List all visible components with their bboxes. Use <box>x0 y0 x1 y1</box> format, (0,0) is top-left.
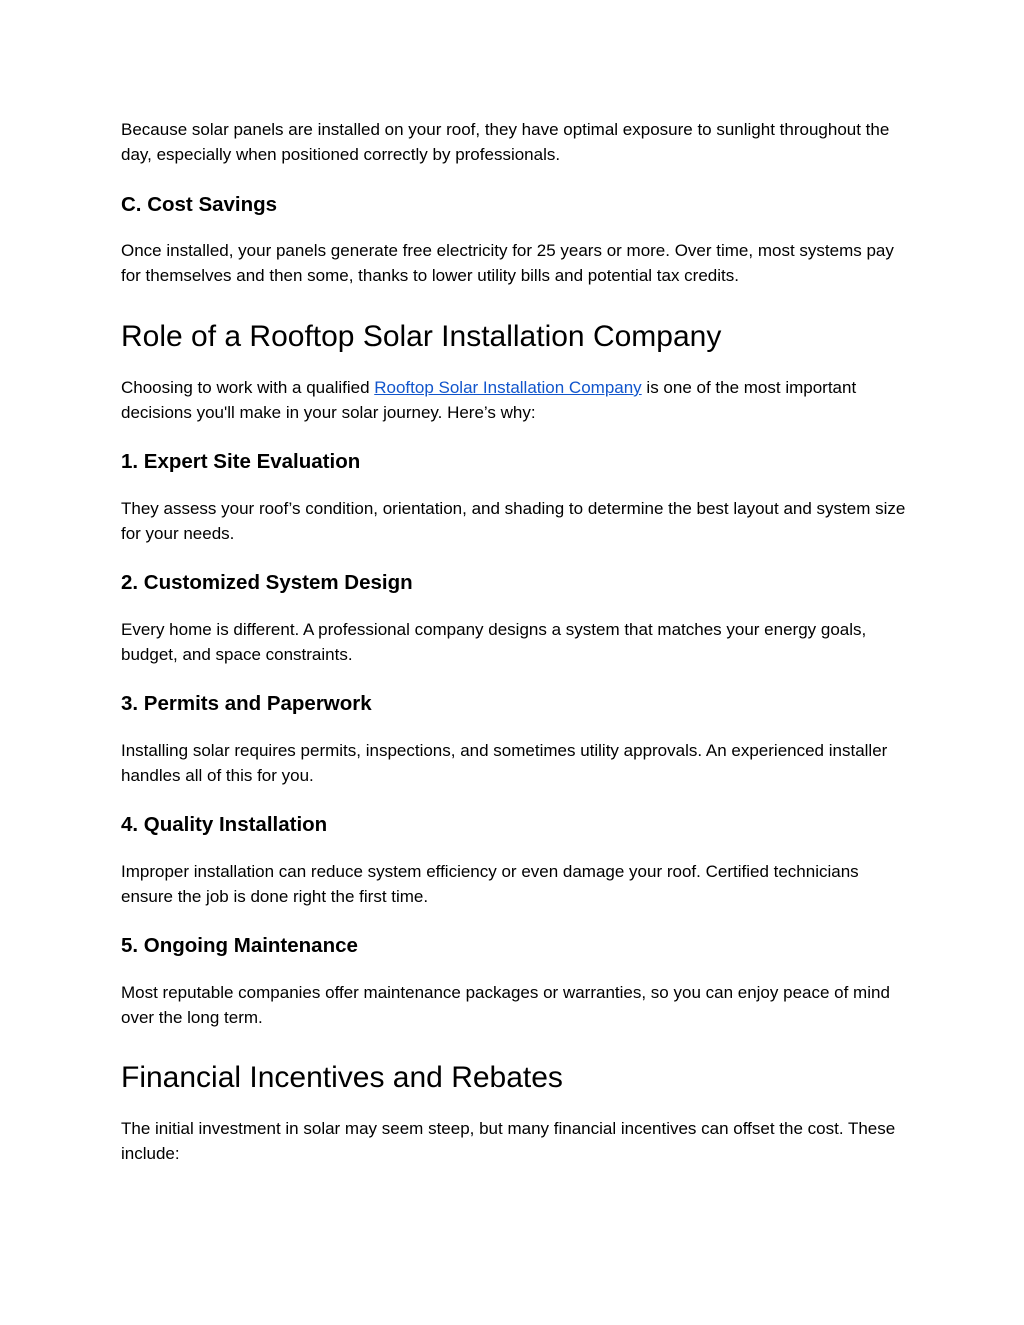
role-section-intro <box>121 376 911 425</box>
item-1-heading: 1. Expert Site Evaluation <box>121 450 361 473</box>
role-section-heading: Role of a Rooftop Solar Installation Company <box>121 320 722 353</box>
financial-section-heading: Financial Incentives and Rebates <box>121 1061 563 1094</box>
role-intro-after: is one of the most important decisions you'll make in your solar journey. Here’s why: <box>121 378 857 422</box>
item-1-text: They assess your roof’s condition, orientation, and shading to determine the best layout and system size for your needs. <box>121 499 906 543</box>
item-3-heading: 3. Permits and Paperwork <box>121 692 372 715</box>
item-3-text: Installing solar requires permits, inspections, and sometimes utility approvals. An experienced installer handles all of this for you. <box>121 741 888 785</box>
cost-savings-text: Once installed, your panels generate free electricity for 25 years or more. Over time, most systems pay for themselves and then some, thanks to lower utility bills and potential tax credits. <box>121 241 894 285</box>
rooftop-solar-company-link[interactable]: Rooftop Solar Installation Company <box>374 378 642 397</box>
item-5-heading: 5. Ongoing Maintenance <box>121 934 358 957</box>
cost-savings-heading: C. Cost Savings <box>121 193 278 216</box>
financial-section-text: The initial investment in solar may seem steep, but many financial incentives can offset the cost. These include: <box>121 1119 896 1163</box>
role-intro-before: Choosing to work with a qualified <box>121 378 375 397</box>
item-2-text: Every home is different. A professional company designs a system that matches your energy goals, budget, and space constraints. <box>121 620 867 664</box>
item-2-heading: 2. Customized System Design <box>121 571 413 594</box>
item-4-heading: 4. Quality Installation <box>121 813 328 836</box>
item-4-text: Improper installation can reduce system efficiency or even damage your roof. Certified technicians ensure the job is done right the first time. <box>121 862 859 906</box>
intro-paragraph: Because solar panels are installed on your roof, they have optimal exposure to sunlight throughout the day, especially when positioned correctly by professionals. <box>121 120 890 164</box>
item-5-text: Most reputable companies offer maintenance packages or warranties, so you can enjoy peace of mind over the long term. <box>121 983 890 1027</box>
